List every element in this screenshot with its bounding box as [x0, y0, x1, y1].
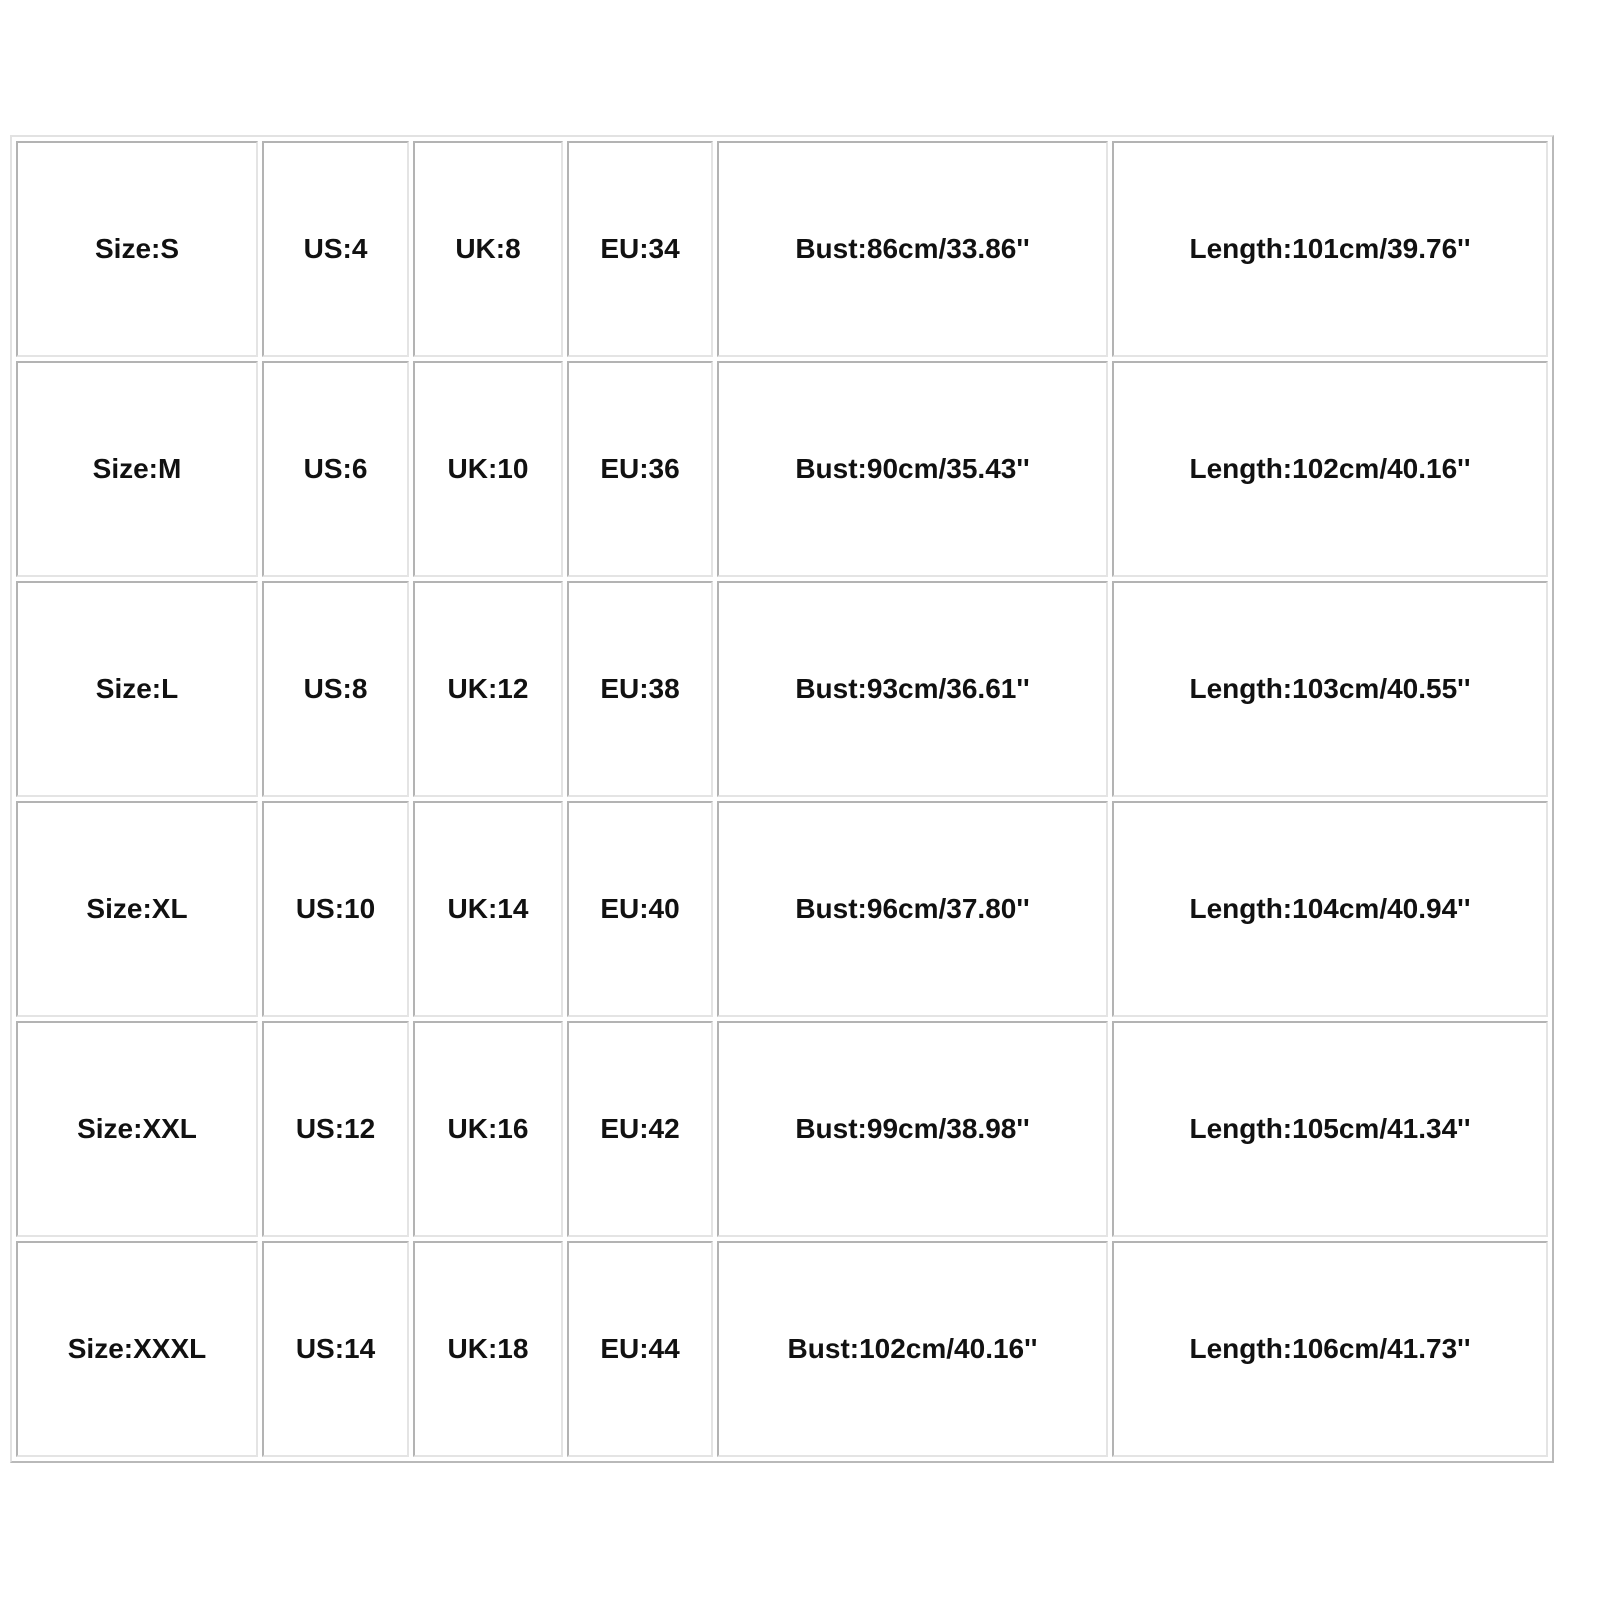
eu-size-cell: EU:40	[567, 801, 713, 1017]
us-size-cell: US:12	[262, 1021, 409, 1237]
size-cell: Size:XXXL	[16, 1241, 258, 1457]
us-size-cell: US:6	[262, 361, 409, 577]
eu-size-cell: EU:42	[567, 1021, 713, 1237]
uk-size-cell: UK:10	[413, 361, 563, 577]
us-size-cell: US:10	[262, 801, 409, 1017]
uk-size-cell: UK:8	[413, 141, 563, 357]
length-cell: Length:105cm/41.34''	[1112, 1021, 1548, 1237]
table-row	[16, 1241, 1548, 1457]
eu-size-cell: EU:34	[567, 141, 713, 357]
size-cell: Size:S	[16, 141, 258, 357]
table-row	[16, 1021, 1548, 1237]
uk-size-cell: UK:14	[413, 801, 563, 1017]
length-cell: Length:104cm/40.94''	[1112, 801, 1548, 1017]
uk-size-cell: UK:16	[413, 1021, 563, 1237]
bust-cell: Bust:86cm/33.86''	[717, 141, 1108, 357]
eu-size-cell: EU:38	[567, 581, 713, 797]
size-cell: Size:XXL	[16, 1021, 258, 1237]
uk-size-cell: UK:18	[413, 1241, 563, 1457]
table-row	[16, 801, 1548, 1017]
uk-size-cell: UK:12	[413, 581, 563, 797]
table-row	[16, 581, 1548, 797]
bust-cell: Bust:90cm/35.43''	[717, 361, 1108, 577]
table-row	[16, 361, 1548, 577]
eu-size-cell: EU:36	[567, 361, 713, 577]
us-size-cell: US:4	[262, 141, 409, 357]
length-cell: Length:103cm/40.55''	[1112, 581, 1548, 797]
bust-cell: Bust:102cm/40.16''	[717, 1241, 1108, 1457]
table-row	[16, 141, 1548, 357]
bust-cell: Bust:93cm/36.61''	[717, 581, 1108, 797]
size-cell: Size:L	[16, 581, 258, 797]
size-cell: Size:M	[16, 361, 258, 577]
length-cell: Length:102cm/40.16''	[1112, 361, 1548, 577]
size-cell: Size:XL	[16, 801, 258, 1017]
bust-cell: Bust:96cm/37.80''	[717, 801, 1108, 1017]
us-size-cell: US:14	[262, 1241, 409, 1457]
size-chart-table	[10, 135, 1554, 1463]
us-size-cell: US:8	[262, 581, 409, 797]
length-cell: Length:106cm/41.73''	[1112, 1241, 1548, 1457]
eu-size-cell: EU:44	[567, 1241, 713, 1457]
length-cell: Length:101cm/39.76''	[1112, 141, 1548, 357]
size-chart-body	[16, 141, 1548, 1457]
bust-cell: Bust:99cm/38.98''	[717, 1021, 1108, 1237]
